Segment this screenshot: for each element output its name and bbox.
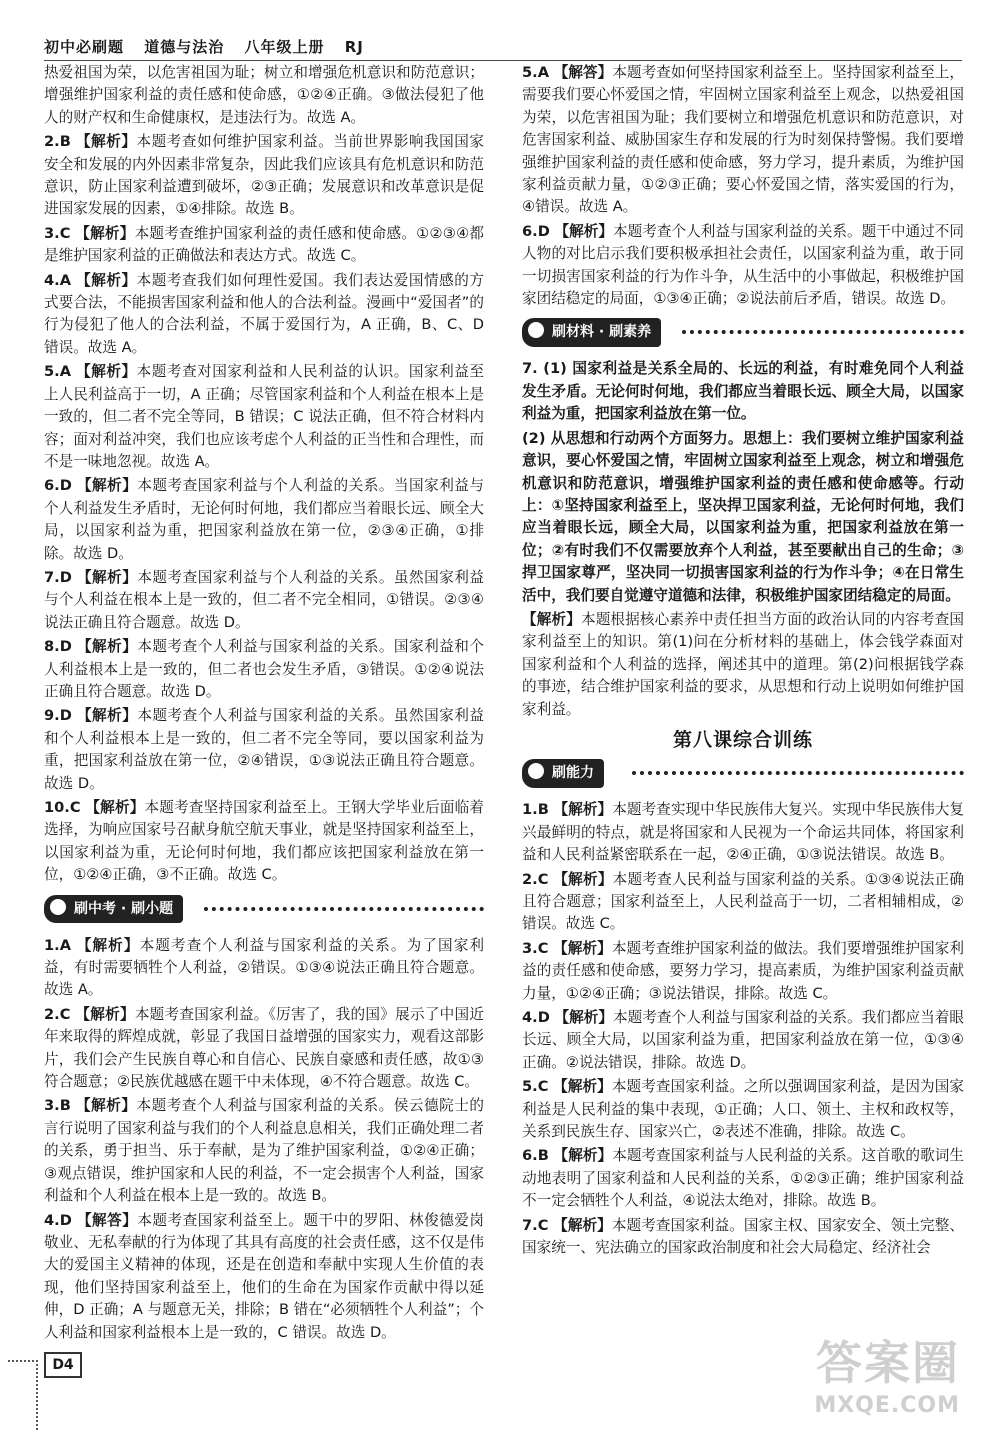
- chapter-items: [522, 799, 964, 1259]
- item-answer: D: [59, 638, 72, 656]
- item-answer: C: [59, 1005, 71, 1023]
- item-tag: 【解析】: [85, 799, 145, 816]
- watermark: [814, 1327, 960, 1418]
- answer-item: [522, 221, 964, 311]
- item-number: 6.: [44, 477, 60, 495]
- page-number: D4: [44, 1352, 82, 1378]
- item-tag: 【解析】: [76, 638, 138, 656]
- section-badge: [44, 895, 183, 923]
- answer-item: [44, 567, 484, 634]
- item-answer: C: [537, 870, 549, 888]
- brush-icon: [528, 322, 544, 338]
- answer-item: [44, 223, 484, 268]
- item-answer: B: [59, 133, 71, 151]
- answer-item: [522, 1215, 964, 1260]
- item-number: 9.: [44, 707, 60, 725]
- q7-answer-part1: 7. (1) 国家利益是关系全局的、长远的利益，有时难免同个人利益发生矛盾。无论何时何地，我们都应当着眼长远、顾全大局，以国家利益为重，把国家利益放在第一位。: [522, 360, 964, 423]
- analysis-text: 本题根据核心素养中责任担当方面的政治认同的内容考查国家利益至上的知识。第(1)问在分析材料的基础上，体会钱学森面对国家利益和个人利益的选择，阐述其中的道理。第(2)问根据钱学森的事迹，结合维护国家利益的要求，从思想和行动上说明如何维护国家利益。: [522, 610, 964, 718]
- answer-item: [522, 62, 964, 219]
- header-grade: 八年级上册: [244, 38, 325, 56]
- item-text: 本题考查维护国家利益的责任感和使命感。①②③④都是维护国家利益的正确做法和表达方式。故选 C。: [44, 224, 484, 265]
- item-text: 本题考查国家利益。《厉害了，我的国》展示了中国近年来取得的辉煌成就，彰显了我国日益增强的国家实力，观看这部影片，我们会产生民族自尊心和自信心、民族自豪感和责任感，故①③符合题意；②民族优越感在题干中未体现，④不符合题意。故选 C。: [44, 1005, 485, 1091]
- item-text: 本题考查实现中华民族伟大复兴。实现中华民族伟大复兴最鲜明的特点，就是将国家和人民视为一个命运共同体，将国家利益和人民利益紧密联系在一起，②④正确，①③说法错误。故选 B。: [522, 801, 964, 864]
- item-tag: 【解析】: [76, 477, 138, 495]
- q7-answer-part2: (2) 从思想和行动两个方面努力。思想上：我们要树立维护国家利益意识，要心怀爱国之情，牢固树立国家利益至上观念，树立和增强危机意识和防范意识，增强维护国家利益的责任感和使命感等。行动上：①坚持国家利益至上，坚决捍卫国家利益，无论何时何地，我们应当着眼长远，顾全大局，以国家利益为重，把国家利益放在第一位；②有时我们不仅需要放弃个人利益，甚至要献出自己的生命；③捍卫国家尊严，坚决同一切损害国家利益的行为作斗争；④在日常生活中，我们要自觉遵守道德和法律，积极维护国家团结稳定的局面。: [522, 429, 964, 604]
- item-text: 本题考查个人利益与国家利益的关系。国家利益和个人利益根本上是一致的，但二者也会发生矛盾，③错误。①②④说法正确且符合题意。故选 D。: [44, 638, 484, 700]
- right-top-items: [522, 62, 964, 310]
- section-dotted-rule: [682, 330, 964, 334]
- right-column: [522, 62, 964, 1262]
- answer-item: [44, 270, 484, 360]
- item-answer: B: [59, 1097, 71, 1115]
- item-tag: 【解析】: [553, 1216, 612, 1234]
- item-tag: 【解析】: [553, 801, 613, 819]
- item-number: 6.: [522, 222, 538, 240]
- answer-item: [44, 935, 484, 1002]
- item-text: 本题考查维护国家利益的做法。我们要增强维护国家利益的责任感和使命感，要努力学习，提高素质，为维护国家利益贡献力量，①②④正确；③说法错误，排除。故选 C。: [522, 939, 964, 1002]
- item-tag: 【解析】: [76, 707, 138, 725]
- item-text: 本题考查我们如何理性爱国。我们表达爱国情感的方式要合法，不能损害国家利益和他人的合法利益。漫画中“爱国者”的行为侵犯了他人的合法利益，不属于爱国行为，A 正确，B、C、D 错误。故选 A。: [44, 271, 484, 356]
- item-number: 2.: [522, 870, 538, 888]
- item-tag: 【解析】: [554, 222, 614, 240]
- item-text: 本题考查对国家利益和人民利益的认识。国家利益至上人民利益高于一切，A 正确；尽管国家利益和个人利益在根本上是一致的，但二者不完全等同，B 错误；C 说法正确，但不符合材料内容；面对利益冲突，我们也应该考虑个人利益的正当性和合理性，而不是一味地忽视。故选 A。: [44, 363, 484, 470]
- answer-item: [522, 799, 964, 866]
- item-number: 1.: [522, 801, 538, 819]
- item-number: 5.: [522, 1078, 538, 1096]
- left-top-items: [44, 62, 484, 887]
- answer-item: [522, 869, 964, 936]
- item-text: 本题考查国家利益与个人利益的关系。当国家利益与个人利益发生矛盾时，无论何时何地，我们都应当着眼长远、顾全大局，以国家利益为重，把国家利益放在第一位，②③④正确，①排除。故选 D。: [44, 477, 484, 562]
- item-number: 5.: [44, 363, 60, 381]
- item-number: 7.: [44, 568, 60, 586]
- section-dotted-rule: [632, 771, 964, 775]
- answer-item: [44, 131, 484, 221]
- item-number: 8.: [44, 638, 60, 656]
- item-answer: D: [59, 1211, 72, 1229]
- item-tag: 【解析】: [553, 1078, 612, 1096]
- item-tag: 【解析】: [75, 1005, 135, 1023]
- item-text: 本题考查个人利益与国家利益的关系。题干中通过不同人物的对比启示我们要积极承担社会责任，以国家利益为重，敢于同一切损害国家利益的行为作斗争，从生活中的小事做起，积极维护国家团结稳定的局面，①③④正确；②说法前后矛盾，错误。故选 D。: [522, 222, 964, 308]
- answer-item: [44, 1210, 484, 1344]
- brush-icon: [528, 763, 544, 779]
- answer-item: [44, 1004, 484, 1094]
- item-text: 本题考查国家利益。之所以强调国家利益，是因为国家利益是人民利益的集中表现，①正确；人口、领土、主权和政权等，关系到民族生存、国家兴亡，②表述不准确，排除。故选 C。: [522, 1078, 964, 1141]
- left-section-items: [44, 935, 484, 1344]
- brush-icon: [50, 899, 66, 915]
- item-text: 本题考查国家利益。国家主权、国家安全、领土完整、国家统一、宪法确立的国家政治制度和社会大局稳定、经济社会: [522, 1216, 964, 1257]
- watermark-url: MXQE.COM: [814, 1393, 960, 1418]
- section-header-exam: [44, 893, 484, 927]
- answer-item: [44, 636, 484, 703]
- item-number: 3.: [44, 1097, 60, 1115]
- section-header-ability: [522, 757, 964, 791]
- item-answer: A: [537, 64, 549, 81]
- header-edition: RJ: [344, 38, 364, 56]
- q7-analysis: [522, 609, 964, 721]
- item-text: 本题考查个人利益与国家利益的关系。我们都应当着眼长远、顾全大局，以国家利益为重，把国家利益放在第一位，①③④正确。②说法错误，排除。故选 D。: [522, 1009, 964, 1071]
- item-number: 10.: [44, 799, 70, 816]
- section-label: 刷材料 · 刷素养: [552, 324, 652, 341]
- item-tag: 【解析】: [76, 568, 138, 586]
- item-answer: D: [537, 222, 550, 240]
- item-number: 2.: [44, 133, 60, 151]
- watermark-main: 答案圈: [816, 1336, 960, 1390]
- item-number: 4.: [44, 271, 60, 289]
- item-number: 7.: [522, 1216, 538, 1234]
- item-text: 本题考查个人利益与国家利益的关系。虽然国家利益和个人利益根本上是一致的，但二者不完全等同，要以国家利益为重，把国家利益放在第一位，②④错误，①③说法正确且符合题意。故选 D。: [44, 707, 484, 792]
- header-divider: [44, 60, 962, 61]
- item-tag: 【解析】: [76, 936, 140, 954]
- item-text: 本题考查如何维护国家利益。当前世界影响我国国家安全和发展的内外因素非常复杂，因此我们应该具有危机意识和防范意识，防止国家利益遭到破坏，②③正确；发展意识和改革意识是促进国家发展的因素，①④排除。故选 B。: [44, 133, 484, 218]
- item-tag: 【解答】: [76, 1211, 138, 1229]
- item-tag: 【解析】: [554, 1009, 614, 1027]
- answer-item: [522, 1076, 964, 1143]
- item-number: 2.: [44, 1005, 60, 1023]
- item-text: 本题考查坚持国家利益至上。王钢大学毕业后面临着选择，为响应国家号召献身航空航天事业，就是坚持国家利益至上，以国家利益为重，无论何时何地，我们都应该把国家利益放在第一位，①②④正确，③不正确。故选 C。: [44, 799, 484, 884]
- answer-item: [44, 797, 484, 887]
- item-answer: A: [59, 363, 71, 381]
- item-tag: 【解析】: [76, 271, 137, 289]
- header-series: 初中必刷题: [44, 38, 125, 56]
- item-tag: 【解析】: [76, 1097, 137, 1115]
- item-text: 本题考查人民利益与国家利益的关系。①③④说法正确且符合题意；国家利益至上，人民利益高于一切，二者相辅相成，②错误。故选 C。: [522, 870, 964, 933]
- chapter-title: 第八课综合训练: [672, 728, 813, 751]
- item-answer: C: [69, 799, 81, 816]
- item-answer: D: [59, 477, 72, 495]
- item-number: 5.: [522, 64, 538, 81]
- section-label: 刷能力: [552, 765, 594, 782]
- margin-dotted-line-vertical: [36, 1360, 38, 1430]
- item-answer: B: [537, 801, 549, 819]
- item-answer: D: [59, 707, 72, 725]
- item-tag: 【解析】: [553, 870, 613, 888]
- item-text: 本题考查如何坚持国家利益至上。坚持国家利益至上，需要我们要心怀爱国之情，牢固树立国家利益至上观念，以热爱祖国为荣，以危害祖国为耻；我们要树立和增强危机意识和防范意识，对危害国家利益、威胁国家生存和发展的行为时刻保持警惕。我们要增强维护国家利益的责任感和使命感，努力学习，提升素质，为维护国家利益贡献力量，①②③正确；要心怀爱国之情，落实爱国的行为，④错误。故选 A。: [522, 64, 964, 216]
- item-answer: A: [59, 936, 71, 954]
- answer-item: [522, 1007, 964, 1074]
- item-text: 本题考查个人利益与国家利益的关系。为了国家利益，有时需要牺牲个人利益，②错误。①③④说法正确且符合题意。故选 A。: [44, 936, 484, 999]
- item-text: 热爱祖国为荣，以危害祖国为耻；树立和增强危机意识和防范意识；增强维护国家利益的责任感和使命感，①②④正确。③做法侵犯了他人的财产权和生命健康权，是违法行为。故选 A。: [44, 64, 484, 126]
- item-text: 本题考查国家利益与人民利益的关系。这首歌的歌词生动地表明了国家利益和人民利益的关系，①②③正确；维护国家利益不一定会牺牲个人利益，④说法太绝对，排除。故选 B。: [522, 1147, 964, 1210]
- margin-dotted-line: [8, 1360, 38, 1362]
- item-answer: C: [537, 939, 549, 957]
- header-subject: 道德与法治: [144, 38, 225, 56]
- answer-item: [44, 361, 484, 473]
- item-text: 本题考查个人利益与国家利益的关系。侯云德院士的言行说明了国家利益与我们的个人利益息息相关，我们正确处理二者的关系，勇于担当、乐于奉献，是为了维护国家利益，①②④正确；③观点错误，维护国家和人民的利益，不一定会损害个人利益，国家利益和个人利益在根本上是一致的。故选 B。: [44, 1097, 484, 1205]
- item-answer: B: [537, 1147, 549, 1165]
- page-header: [44, 36, 378, 57]
- answer-item: [44, 1095, 484, 1207]
- section-label: 刷中考 · 刷小题: [74, 900, 174, 917]
- section-header-material: [522, 316, 964, 350]
- analysis-tag: 【解析】: [522, 610, 581, 628]
- item-text: 本题考查国家利益至上。题干中的罗阳、林俊德爱岗敬业、无私奉献的行为体现了其具有高度的社会责任感，这不仅是伟大的爱国主义精神的体现，还是在创造和奉献中实现人生价值的表现，他们坚持国家利益至上，他们的生命在为国家作贡献中得以延伸，D 正确；A 与题意无关，排除；B 错在“必须牺牲个人利益”；个人利益和国家利益根本上是一致的，C 错误。故选 D。: [44, 1211, 484, 1341]
- item-tag: 【解析】: [76, 133, 137, 151]
- left-column: [44, 62, 484, 1346]
- answer-item: [44, 475, 484, 565]
- answer-item: [522, 938, 964, 1005]
- item-tag: 【解析】: [553, 1147, 613, 1165]
- item-number: 4.: [44, 1211, 60, 1229]
- item-tag: 【解析】: [76, 363, 137, 381]
- item-answer: D: [537, 1009, 550, 1027]
- answer-item: [522, 1145, 964, 1212]
- answer-item: [44, 705, 484, 795]
- item-number: 3.: [44, 224, 60, 242]
- item-answer: D: [59, 568, 72, 586]
- item-number: 4.: [522, 1009, 538, 1027]
- answer-item: [44, 62, 484, 129]
- item-answer: C: [537, 1216, 549, 1234]
- section-badge: [522, 318, 661, 346]
- item-number: 1.: [44, 936, 60, 954]
- item-text: 本题考查国家利益与个人利益的关系。虽然国家利益与个人利益在根本上是一致的，但二者不完全相同，①错误。②③④说法正确且符合题意。故选 D。: [44, 568, 484, 631]
- section-dotted-rule: [204, 907, 484, 911]
- item-answer: C: [59, 224, 71, 242]
- item-answer: A: [59, 271, 71, 289]
- section-badge: [522, 759, 604, 787]
- item-number: 6.: [522, 1147, 538, 1165]
- item-answer: C: [537, 1078, 549, 1096]
- item-tag: 【解析】: [553, 939, 612, 957]
- item-tag: 【解答】: [553, 64, 613, 81]
- item-tag: 【解析】: [75, 224, 135, 242]
- item-number: 3.: [522, 939, 538, 957]
